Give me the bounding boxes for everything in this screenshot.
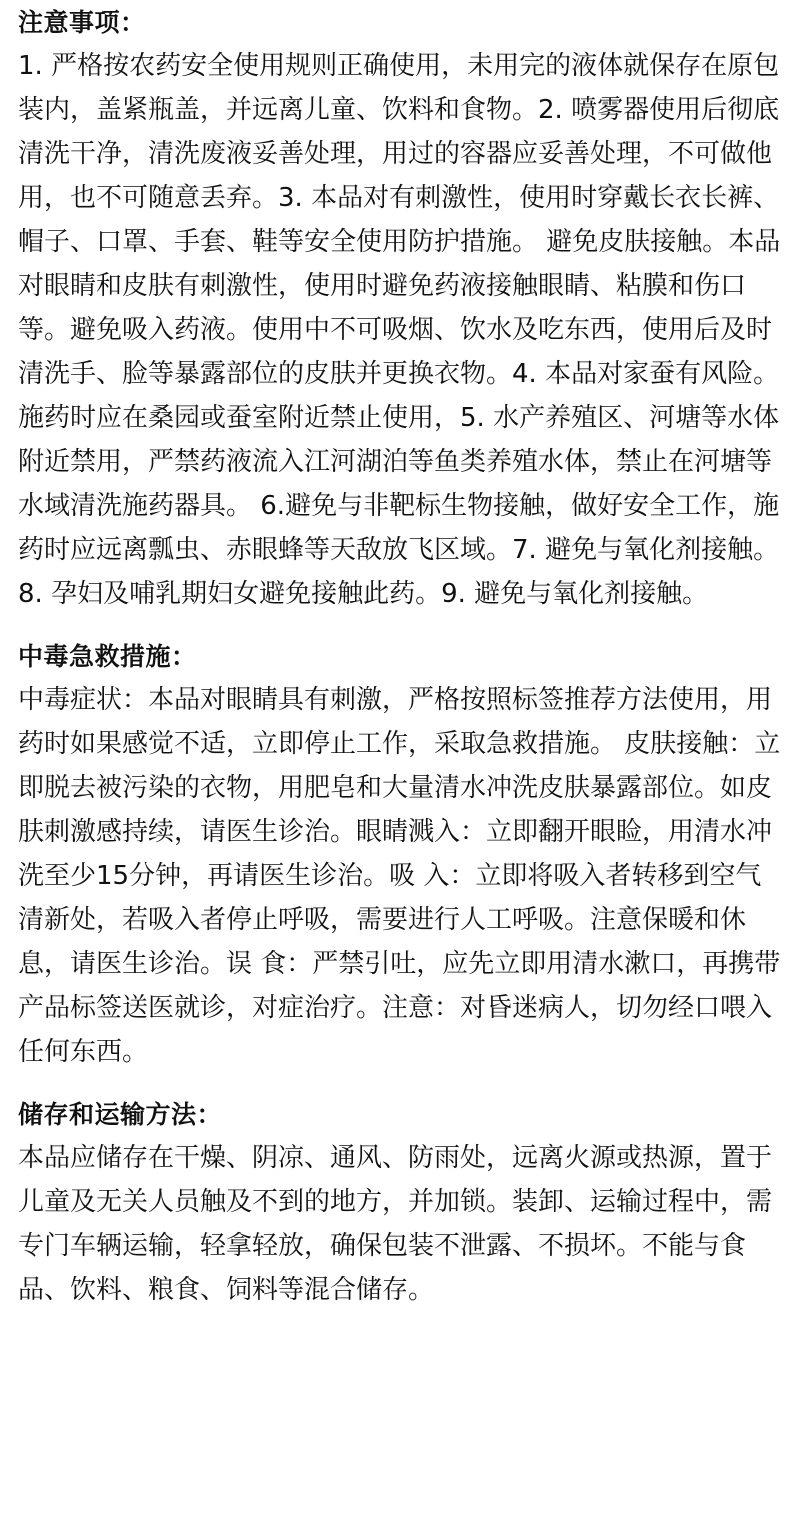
- first-aid-section: [18, 636, 782, 1074]
- precautions-section: [18, 2, 782, 616]
- precautions-text: 1. 严格按农药安全使用规则正确使用，未用完的液体就保存在原包装内，盖紧瓶盖，并远离儿童、饮料和食物。2. 喷雾器使用后彻底清洗干净，清洗废液妥善处理，用过的容器应妥善处理，不可做他用，也不可随意丢弃。3. 本品对有刺激性，使用时穿戴长衣长裤、帽子、口罩、手套、鞋等安全使用防护措施。 避免皮肤接触。本品对眼睛和皮肤有刺激性，使用时避免药液接触眼睛、粘膜和伤口等。避免吸入药液。使用中不可吸烟、饮水及吃东西，使用后及时清洗手、脸等暴露部位的皮肤并更换衣物。4. 本品对家蚕有风险。施药时应在桑园或蚕室附近禁止使用，5. 水产养殖区、河塘等水体附近禁用，严禁药液流入江河湖泊等鱼类养殖水体，禁止在河塘等水域清洗施药器具。 6.避免与非靶标生物接触，做好安全工作，施药时应远离瓢虫、赤眼蜂等天敌放飞区域。7. 避免与氧化剂接触。8. 孕妇及哺乳期妇女避免接触此药。9. 避免与氧化剂接触。: [18, 51, 781, 609]
- first-aid-heading: 中毒急救措施：: [18, 642, 197, 671]
- precautions-heading: 注意事项：: [18, 8, 146, 37]
- storage-transport-text: 本品应储存在干燥、阴凉、通风、防雨处，远离火源或热源，置于儿童及无关人员触及不到的地方，并加锁。装卸、运输过程中，需专门车辆运输，轻拿轻放，确保包装不泄露、不损坏。不能与食品、饮料、粮食、饲料等混合储存。: [18, 1143, 773, 1305]
- first-aid-text: 中毒症状：本品对眼睛具有刺激，严格按照标签推荐方法使用，用药时如果感觉不适，立即停止工作，采取急救措施。 皮肤接触：立即脱去被污染的衣物，用肥皂和大量清水冲洗皮肤暴露部位。如皮肤刺激感持续，请医生诊治。眼睛溅入：立即翻开眼睑，用清水冲洗至少15分钟，再请医生诊治。吸 入：立即将吸入者转移到空气清新处，若吸入者停止呼吸，需要进行人工呼吸。注意保暖和休息，请医生诊治。误 食：严禁引吐，应先立即用清水漱口，再携带产品标签送医就诊，对症治疗。注意：对昏迷病人，切勿经口喂入任何东西。: [18, 685, 781, 1067]
- storage-transport-section: [18, 1094, 782, 1312]
- storage-transport-heading: 储存和运输方法：: [18, 1100, 223, 1129]
